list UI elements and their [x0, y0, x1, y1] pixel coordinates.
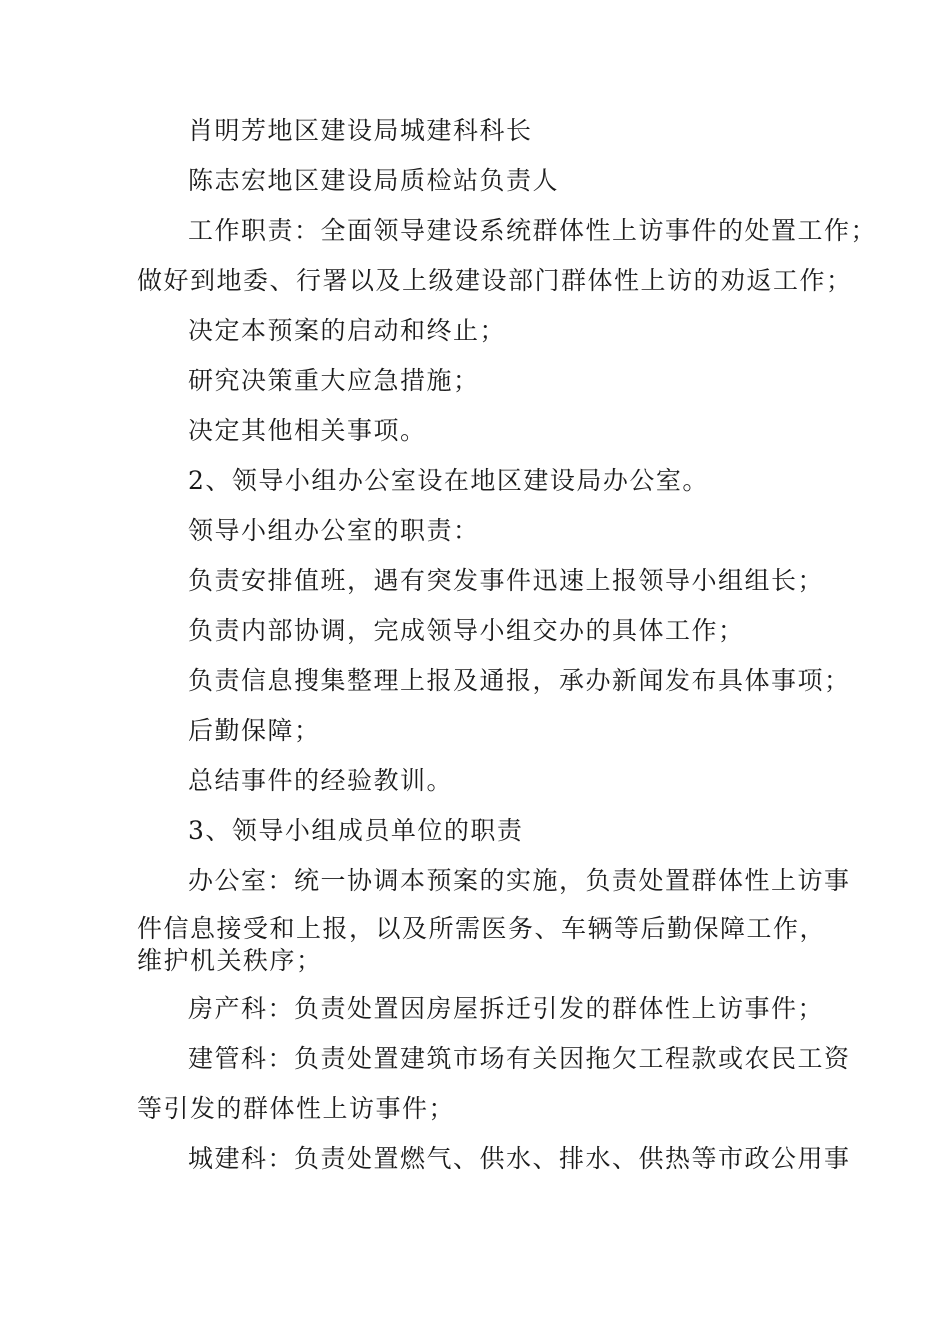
text-line-duties: 工作职责：全面领导建设系统群体性上访事件的处置工作； — [188, 216, 878, 245]
section-heading-3: 3、领导小组成员单位的职责 — [188, 816, 524, 845]
text-line-office-cont-1: 件信息接受和上报，以及所需医务、车辆等后勤保障工作， — [137, 914, 827, 943]
text-line-staff-2: 陈志宏地区建设局质检站负责人 — [188, 166, 560, 195]
text-line-construction: 建管科：负责处置建筑市场有关因拖欠工程款或农民工资 — [188, 1044, 851, 1073]
text-line-office-duties: 领导小组办公室的职责： — [188, 516, 480, 545]
text-line-duty-4: 后勤保障； — [188, 716, 321, 745]
text-line-duties-cont: 做好到地委、行署以及上级建设部门群体性上访的劝返工作； — [137, 266, 853, 295]
text-line-staff-1: 肖明芳地区建设局城建科科长 — [188, 116, 533, 145]
text-line-decide-other: 决定其他相关事项。 — [188, 416, 427, 445]
text-line-research: 研究决策重大应急措施； — [188, 366, 480, 395]
text-line-duty-1: 负责安排值班，遇有突发事件迅速上报领导小组组长； — [188, 566, 825, 595]
text-line-housing: 房产科：负责处置因房屋拆迁引发的群体性上访事件； — [188, 994, 825, 1023]
text-line-duty-5: 总结事件的经验教训。 — [188, 766, 454, 795]
text-line-office-cont-2: 维护机关秩序； — [137, 946, 323, 975]
text-line-duty-3: 负责信息搜集整理上报及通报，承办新闻发布具体事项； — [188, 666, 851, 695]
text-line-duty-2: 负责内部协调，完成领导小组交办的具体工作； — [188, 616, 745, 645]
section-heading-2: 2、领导小组办公室设在地区建设局办公室。 — [188, 466, 709, 495]
text-line-construction-cont: 等引发的群体性上访事件； — [137, 1094, 456, 1123]
text-line-office: 办公室：统一协调本预案的实施，负责处置群体性上访事 — [188, 866, 851, 895]
text-line-urban: 城建科：负责处置燃气、供水、排水、供热等市政公用事 — [188, 1144, 851, 1173]
text-line-decide-start: 决定本预案的启动和终止； — [188, 316, 507, 345]
